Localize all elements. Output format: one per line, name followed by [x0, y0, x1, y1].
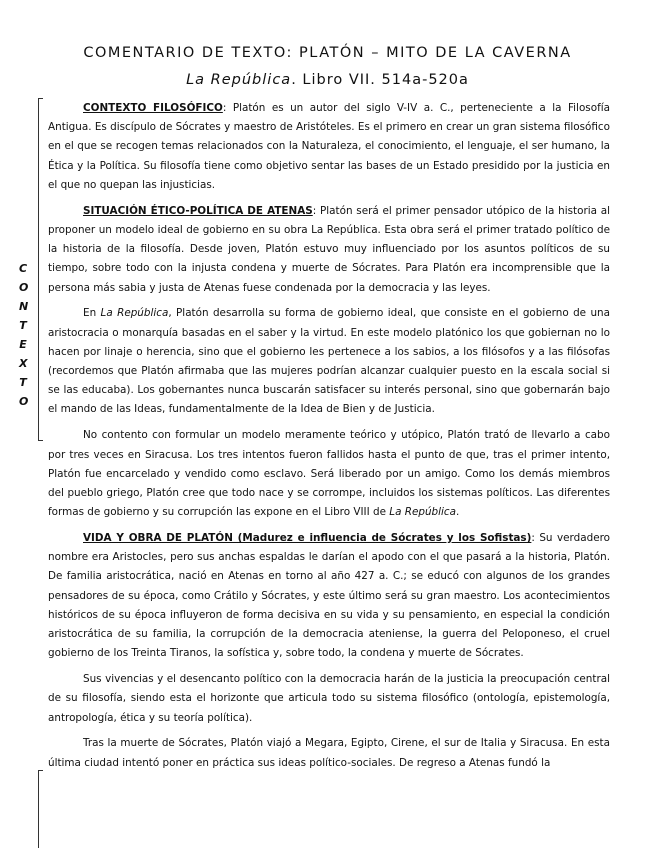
paragraph-text: No contento con formular un modelo meramente teórico y utópico, Platón trató de llevarlo a cabo por tres veces en Siracusa. Los tres intentos fueron fallidos hasta el punto de que, tras el primer intento, Platón fue encarcelado y vendido como esclavo. Será liberado por un amigo. Como los demás miembros del pueblo griego, Platón cree que todo nace y se corrompe, incluidos los sistemas políticos. Las diferentes formas de gobierno y su corrupción las expone en el Libro VIII de — [48, 429, 610, 519]
paragraph-contexto-filosofico — [48, 99, 610, 195]
document-title: COMENTARIO DE TEXTO: PLATÓN – MITO DE LA CAVERNA — [83, 45, 572, 61]
paragraph-text: Tras la muerte de Sócrates, Platón viajó a Megara, Egipto, Cirene, el sur de Italia y Siracusa. En esta última ciudad intentó poner en práctica sus ideas político-sociales. De regreso a Atenas fundó la — [48, 737, 610, 769]
side-label-letter: O — [19, 395, 29, 408]
paragraph-text: : Platón será el primer pensador utópico de la historia al proponer un modelo ideal de gobierno en su obra La República. Esta obra será el primer tratado político de la historia de la filosofía. Desde joven, Platón estuvo muy influenciado por los asuntos políticos de su tiempo, sobre todo con la injusta condena y muerte de Sócrates. Para Platón era incomprensible que la persona más sabia y justa de Atenas fuese condenada por la democracia y las leyes. — [48, 204, 611, 294]
margin-bracket-next — [38, 770, 39, 848]
paragraph-tail: . — [455, 506, 460, 519]
subtitle-book-title: La República — [186, 72, 292, 88]
document-subtitle — [0, 72, 655, 88]
document-body — [48, 99, 610, 780]
margin-bracket-bottom — [38, 440, 43, 441]
section-heading: CONTEXTO FILOSÓFICO — [83, 102, 223, 114]
paragraph-text: , Platón desarrolla su forma de gobierno ideal, que consiste en el gobierno de una aristocracia o monarquía basadas en el saber y la virtud. En este modelo platónico los que gobiernan no lo hacen por linaje o herencia, sino que el gobierno les pertenece a los sabios, a los filósofos y a las filósofas (recordemos que Platón afirmaba que las mujeres podrían alcanzar cualquier puesto en la escala social si se las educaba). Los gobernantes nunca buscarán satisfacer su interés personal, sino que gobernarán bajo el mando de las Ideas, fundamentalmente de la Idea de Bien y de Justicia. — [48, 307, 610, 416]
paragraph-text: : Su verdadero nombre era Aristocles, pero sus anchas espaldas le darían el apodo con el que pasará a la historia, Platón. De familia aristocrática, nació en Atenas en torno al año 427 a. C.; se educó con algunos de los grandes pensadores de su época, como Crátilo y Sócrates, y este último será su gran maestro. Los acontecimientos históricos de su época influyeron de forma decisiva en su vida y su pensamiento, en especial la condición aristocrática de su familia, la corrupción de la democracia ateniense, la guerra del Peloponeso, el cruel gobierno de los Treinta Tiranos, la sofística y, sobre todo, la condena y muerte de Sócrates. — [48, 532, 610, 660]
side-label-letter: N — [19, 300, 29, 313]
side-label-letter: O — [19, 281, 29, 294]
subtitle-reference: . Libro VII. 514a-520a — [291, 72, 469, 88]
side-label-letter: E — [19, 338, 27, 351]
side-label-letter: T — [19, 376, 27, 389]
paragraph-vida-y-obra — [48, 529, 610, 663]
paragraph-siracusa — [48, 426, 610, 522]
side-label-letter: C — [19, 262, 28, 275]
paragraph-lead: En — [83, 307, 101, 320]
margin-bracket-context — [38, 98, 39, 440]
margin-bracket-top — [38, 98, 43, 99]
paragraph-situacion-etico-politica — [48, 202, 610, 298]
book-title: La República — [100, 307, 169, 320]
side-label-letter: X — [19, 357, 28, 370]
margin-bracket-next-top — [38, 770, 43, 771]
paragraph-vivencias — [48, 670, 610, 728]
paragraph-text: Sus vivencias y el desencanto político con la democracia harán de la justicia la preocupación central de su filosofía, siendo esta el horizonte que articula todo su sistema filosófico (ontología, epistemología, antropología, ética y su teoría política). — [48, 673, 610, 724]
book-title: La República — [389, 506, 456, 519]
paragraph-text: : Platón es un autor del siglo V-IV a. C., perteneciente a la Filosofía Antigua. Es discípulo de Sócrates y maestro de Aristóteles. Es el primero en crear un gran sistema filosófico en el que se recogen temas relacionados con la Naturaleza, el conocimiento, el lenguaje, el ser humano, la Ética y la Política. Su filosofía tiene como objetivo sentar las bases de un Estado presidido por la justicia en el que no quepan las injusticias. — [48, 102, 610, 191]
side-label-letter: T — [19, 319, 27, 332]
paragraph-la-republica — [48, 304, 610, 419]
paragraph-viajes — [48, 734, 610, 772]
section-heading: VIDA Y OBRA DE PLATÓN (Madurez e influencia de Sócrates y los Sofistas) — [83, 532, 532, 545]
section-heading: SITUACIÓN ÉTICO-POLÍTICA DE ATENAS — [83, 204, 313, 217]
